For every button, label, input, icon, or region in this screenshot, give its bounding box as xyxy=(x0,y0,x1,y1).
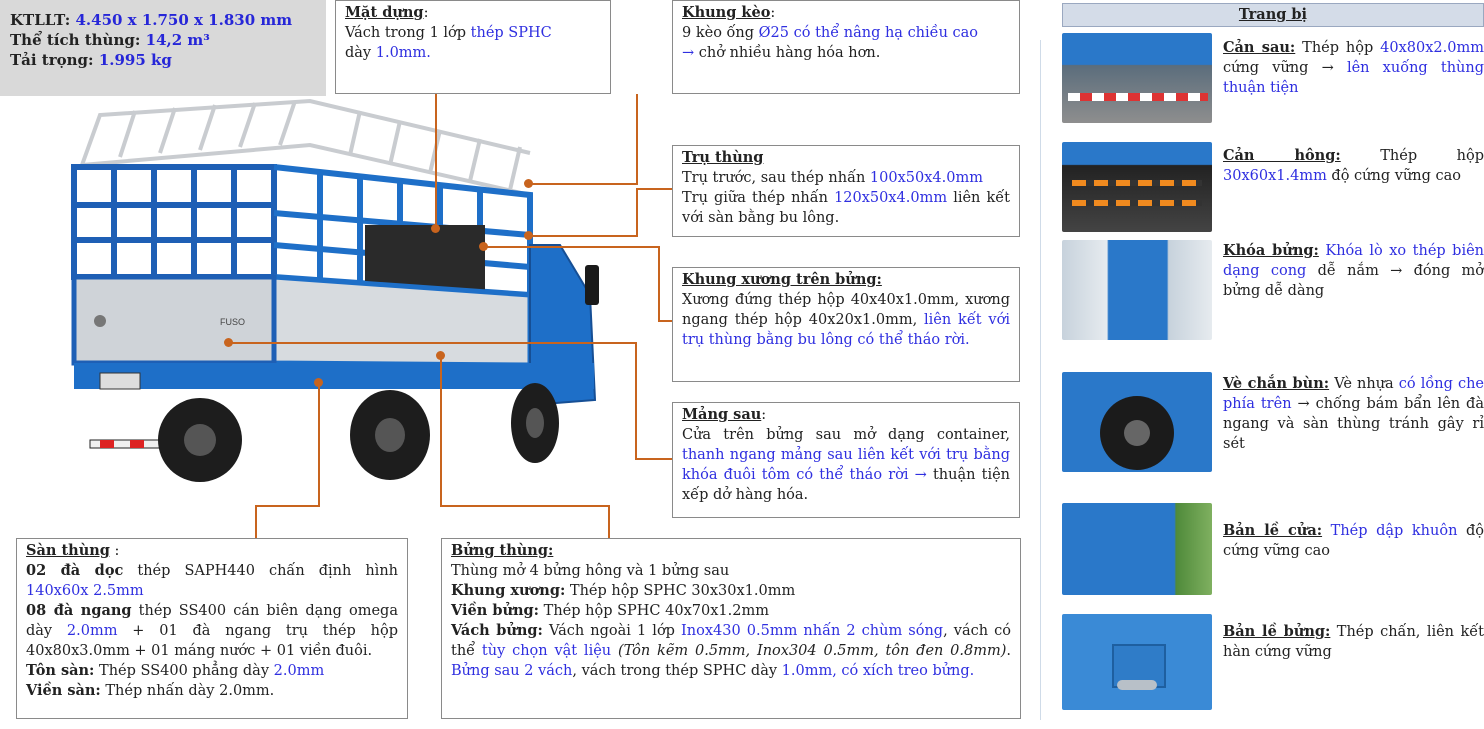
khung-xuong-label: Khung xương: xyxy=(451,582,566,599)
brand-badge xyxy=(94,315,106,327)
da-ngang-text2: + 01 đà ngang trụ thép hộp 40x80x3.0mm + 01 máng nước + 01 viền đuôi. xyxy=(26,623,398,659)
vien-san-text: Thép nhấn dày 2.0mm. xyxy=(100,683,275,699)
leader-khung-xuong-h xyxy=(484,246,659,248)
dim-label: KTLLT: xyxy=(10,11,71,29)
feature-benefit: lên xuống thùng thuận tiện xyxy=(1223,60,1484,96)
da-ngang-thickness: 2.0mm xyxy=(66,623,118,639)
equipment-panel xyxy=(1062,0,1484,729)
feature-spec: có lồng che phía trên xyxy=(1223,376,1484,412)
feature-ve-chan-bun xyxy=(1223,374,1484,454)
tru-thung-title: Trụ thùng xyxy=(682,149,764,166)
leader-san-thung xyxy=(255,505,257,538)
mang-sau-box xyxy=(672,402,1020,518)
da-doc-label: 02 đà dọc xyxy=(26,562,124,579)
middle-wheel xyxy=(350,390,430,480)
khung-keo-box xyxy=(672,0,1020,94)
side-mirror xyxy=(585,265,599,305)
khung-xuong-box xyxy=(672,267,1020,382)
bung-thung-line1: Thùng mở 4 bửng hông và 1 bửng sau xyxy=(451,563,730,579)
rear-wheel xyxy=(158,398,242,482)
tru-thung-size1: 100x50x4.0mm xyxy=(869,170,983,186)
bung-sau-label: Bửng sau 2 vách xyxy=(451,663,573,679)
volume-line xyxy=(10,30,326,50)
rear-bumper-photo xyxy=(1062,33,1212,123)
equipment-title xyxy=(1062,3,1484,27)
chassis-rail xyxy=(74,363,594,389)
feature-text: Vè nhựa xyxy=(1329,376,1399,392)
leader-mang-sau-end xyxy=(635,458,672,460)
equipment-title-text: Trang bị xyxy=(1238,6,1308,23)
mat-dung-thickness: 1.0mm. xyxy=(375,45,431,61)
vol-label: Thể tích thùng: xyxy=(10,31,141,49)
feature-text xyxy=(1322,523,1331,539)
ton-san-thickness: 2.0mm xyxy=(273,663,325,679)
arrow-icon: → xyxy=(682,45,695,61)
leader-mang-sau-v xyxy=(635,342,637,460)
ton-san-text: Thép SS400 phẳng dày xyxy=(94,663,274,679)
load-line xyxy=(10,50,326,70)
leader-tru-thung-v xyxy=(636,188,638,236)
da-ngang-label: 08 đà ngang xyxy=(26,602,132,619)
khung-xuong-title: Khung xương trên bửng: xyxy=(682,271,882,288)
khung-keo-colon: : xyxy=(770,5,776,21)
da-doc-size: 140x60x 2.5mm xyxy=(26,583,144,599)
mat-dung-colon: : xyxy=(423,5,429,21)
mat-dung-box xyxy=(335,0,611,94)
leader-khung-keo-h xyxy=(528,183,638,185)
feature-name: Cản sau: xyxy=(1223,39,1296,56)
front-wheel xyxy=(511,383,559,463)
leader-dot xyxy=(436,351,445,360)
leader-dot xyxy=(524,179,533,188)
leader-tru-thung xyxy=(636,188,672,190)
leader-san-thung-h xyxy=(255,505,318,507)
feature-text2: độ cứng vững cao xyxy=(1223,523,1484,559)
mat-dung-text: Vách trong 1 lớp xyxy=(345,25,471,41)
feature-text2: → chống bám bẩn lên đà ngang và sàn thùng tránh gây rỉ sét xyxy=(1223,396,1484,452)
feature-text: Thép hộp xyxy=(1340,148,1484,164)
da-ngang-text: thép SS400 cán biên dạng omega dày xyxy=(26,603,398,639)
khung-xuong-value: Thép hộp SPHC 30x30x1.0mm xyxy=(565,583,796,599)
panel-hinge-photo xyxy=(1062,614,1212,710)
divider xyxy=(1040,40,1041,720)
vach-bung-inox: Inox430 0.5mm nhấn 2 chùm sóng xyxy=(681,623,944,639)
truck-illustration xyxy=(60,95,620,495)
vach-bung-option: tùy chọn vật liệu xyxy=(481,643,612,659)
leader-khung-xuong-v xyxy=(658,246,660,322)
feature-name: Khóa bửng: xyxy=(1223,242,1319,259)
spec-box xyxy=(0,0,326,96)
khung-keo-title: Khung kèo xyxy=(682,4,771,21)
mang-sau-text: Cửa trên bửng sau mở dạng container, xyxy=(682,427,1010,443)
khung-xuong-link: liên kết với trụ thùng bằng bu lông có thể tháo rời. xyxy=(682,312,1010,348)
mat-dung-title: Mặt dựng xyxy=(345,4,424,21)
khung-xuong-text: Xương đứng thép hộp 40x40x1.0mm, xương ngang thép hộp 40x20x1.0mm, xyxy=(682,292,1010,328)
khung-keo-text: 9 kèo ống xyxy=(682,25,759,41)
vach-trong-value: 1.0mm, có xích treo bửng. xyxy=(781,663,975,679)
leader-mang-sau-h xyxy=(228,342,636,344)
feature-name: Bản lề bửng: xyxy=(1223,623,1331,640)
vach-trong-text: , vách trong thép SPHC dày xyxy=(572,663,782,679)
mang-sau-colon: : xyxy=(761,407,767,423)
tru-thung-text1: Trụ trước, sau thép nhấn xyxy=(682,170,870,186)
latch-photo xyxy=(1062,240,1212,340)
leader-dot xyxy=(524,231,533,240)
mat-dung-text2: dày xyxy=(345,45,376,61)
feature-khoa-bung xyxy=(1223,241,1484,301)
leader-tru-thung-h xyxy=(528,235,638,237)
khung-keo-pipe: Ø25 có thể nâng hạ chiều cao xyxy=(758,25,979,41)
mang-sau-title: Mảng sau xyxy=(682,406,762,423)
feature-ban-le-cua xyxy=(1223,521,1484,561)
leader-dot xyxy=(314,378,323,387)
leader-khung-xuong-end xyxy=(658,320,672,322)
feature-spec: 40x80x2.0mm xyxy=(1380,40,1484,56)
leader-khung-keo xyxy=(636,94,638,184)
san-thung-colon: : xyxy=(109,543,120,559)
vach-bung-dot: . xyxy=(1006,643,1012,659)
side-panel xyxy=(274,277,530,365)
feature-text2: độ cứng vững cao xyxy=(1326,168,1462,184)
khung-keo-benefit: chở nhiều hàng hóa hơn. xyxy=(694,45,881,61)
feature-text2: dễ nắm → đóng mở bửng dễ dàng xyxy=(1223,263,1484,299)
vach-bung-text: Vách ngoài 1 lớp xyxy=(542,623,682,639)
side-bumper-photo xyxy=(1062,142,1212,232)
load-value: 1.995 kg xyxy=(98,51,172,69)
vach-bung-label: Vách bửng: xyxy=(451,622,543,639)
san-thung-title: Sàn thùng xyxy=(26,542,110,559)
fuso-logo-text: FUSO xyxy=(220,317,246,327)
leader-bung-h xyxy=(440,505,610,507)
feature-can-hong xyxy=(1223,146,1484,186)
feature-name: Vè chắn bùn: xyxy=(1223,375,1330,392)
vien-san-label: Viền sàn: xyxy=(26,682,101,699)
tru-thung-text3: liên kết với sàn bằng bu lông. xyxy=(682,190,1010,226)
vach-bung-text2: , vách có thể xyxy=(451,623,1011,659)
feature-name: Cản hông: xyxy=(1223,147,1341,164)
leader-dot xyxy=(224,338,233,347)
bung-thung-title: Bửng thùng: xyxy=(451,542,554,559)
mang-sau-link: thanh ngang mảng sau liên kết với trụ bằng khóa đuôi tôm có thể tháo rời → xyxy=(682,447,1010,483)
ton-san-label: Tôn sàn: xyxy=(26,662,95,679)
tru-thung-text2: Trụ giữa thép nhấn xyxy=(682,190,835,206)
vach-bung-materials: (Tôn kẽm 0.5mm, Inox304 0.5mm, tôn đen 0.8mm) xyxy=(611,643,1007,659)
tru-thung-box xyxy=(672,145,1020,237)
dimension-line xyxy=(10,10,326,30)
dim-value: 4.450 x 1.750 x 1.830 mm xyxy=(75,11,293,29)
feature-text: Thép chấn, liên kết hàn cứng vững xyxy=(1223,624,1484,660)
tru-thung-size2: 120x50x4.0mm xyxy=(834,190,948,206)
cage-rear xyxy=(74,167,274,277)
vien-bung-value: Thép hộp SPHC 40x70x1.2mm xyxy=(539,603,769,619)
roof-frame xyxy=(82,101,530,195)
feature-spec: Khóa lò xo thép biên dạng cong xyxy=(1223,243,1484,279)
vien-bung-label: Viền bửng: xyxy=(451,602,540,619)
leader-san-thung-v xyxy=(318,382,320,507)
leader-mat-dung xyxy=(435,94,437,229)
mudguard-photo xyxy=(1062,372,1212,472)
vol-value: 14,2 m³ xyxy=(145,31,210,49)
load-label: Tải trọng: xyxy=(10,51,94,69)
mat-dung-material: thép SPHC xyxy=(470,25,552,41)
tail-light xyxy=(100,373,140,389)
feature-ban-le-bung xyxy=(1223,622,1484,662)
feature-can-sau xyxy=(1223,38,1484,98)
leader-dot xyxy=(431,224,440,233)
leader-bung xyxy=(608,505,610,538)
bung-thung-box xyxy=(441,538,1021,719)
feature-spec: Thép dập khuôn xyxy=(1330,523,1458,539)
feature-text: Thép hộp xyxy=(1295,40,1381,56)
feature-text2: cứng vững → xyxy=(1223,60,1347,76)
feature-name: Bản lề cửa: xyxy=(1223,522,1323,539)
mang-sau-benefit: thuận tiện xếp dở hàng hóa. xyxy=(682,467,1010,503)
da-doc-text: thép SAPH440 chấn định hình xyxy=(123,563,398,579)
door-hinge-photo xyxy=(1062,503,1212,595)
leader-bung-v xyxy=(440,355,442,507)
san-thung-box xyxy=(16,538,408,719)
feature-spec: 30x60x1.4mm xyxy=(1223,168,1327,184)
